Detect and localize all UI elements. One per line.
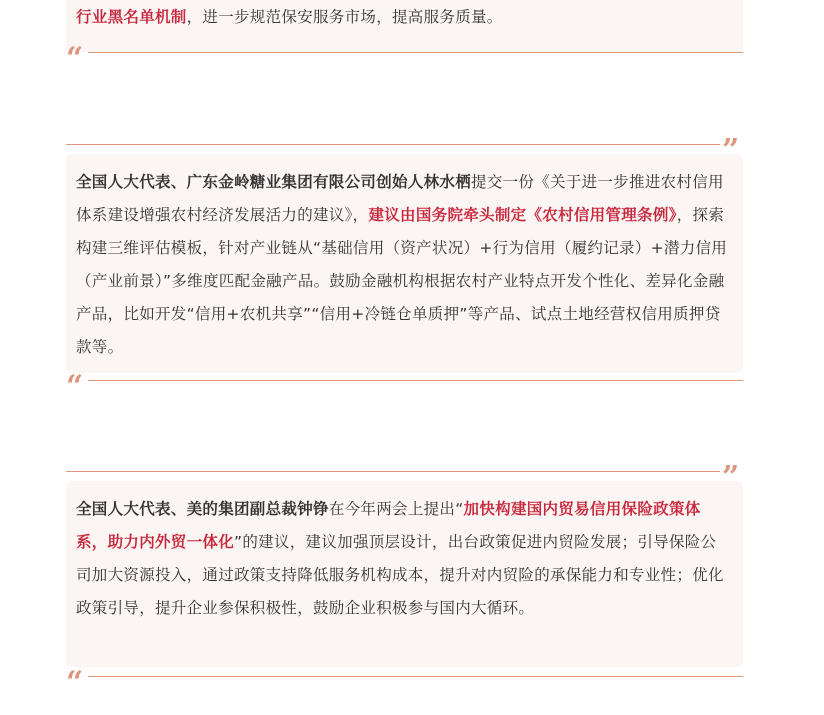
- quote-open-icon: “: [66, 372, 84, 390]
- content-card-1: [66, 0, 743, 52]
- quote-close-icon: ”: [722, 463, 740, 481]
- body-text: ，进一步规范保安服务市场，提高服务质量。: [186, 8, 503, 26]
- divider-line: [66, 471, 720, 472]
- card-3-text: [66, 481, 743, 639]
- body-text: ，探索构建三维评估模板，针对产业链从“基础信用（资产状况）+行为信用（履约记录）+潜力信用（产业前景）”多维度匹配金融产品。鼓励金融机构根据农村产业特点开发个性化、差异化金融产品，比如开发“信用+农机共享”“信用+冷链仓单质押”等产品、试点土地经营权信用质押贷款等。: [76, 206, 728, 356]
- card-2-text: [66, 154, 743, 378]
- highlight-text: 加快构建国内贸易信用保险政策体系，助力内外贸一体化: [76, 500, 701, 551]
- body-text: ”的建议，建议加强顶层设计，出台政策促进内贸险发展；引导保险公司加大资源投入，通过政策支持降低服务机构成本，提升对内贸险的承保能力和专业性；优化政策引导，提升企业参保积极性，鼓励企业积极参与国内大循环。: [76, 533, 724, 617]
- content-card-3: [66, 481, 743, 667]
- content-card-2: [66, 154, 743, 373]
- card-1-text: [66, 0, 743, 48]
- highlight-text: 行业黑名单机制: [76, 8, 187, 26]
- divider-line: [88, 676, 743, 677]
- quote-close-icon: ”: [722, 136, 740, 154]
- divider-line: [88, 380, 743, 381]
- speaker-name: 全国人大代表、广东金岭糖业集团有限公司创始人林水栖: [76, 173, 472, 191]
- divider-line: [66, 144, 720, 145]
- quote-open-icon: “: [66, 44, 84, 62]
- body-text: 在今年两会上提出“: [328, 500, 464, 518]
- body-text: 提交一份《关于进一步推进农村信用体系建设增强农村经济发展活力的建议》，: [76, 173, 724, 224]
- highlight-text: 建议由国务院牵头制定《农村信用管理条例》: [368, 206, 677, 224]
- quote-open-icon: “: [66, 668, 84, 686]
- divider-line: [88, 52, 743, 53]
- speaker-name: 全国人大代表、美的集团副总裁钟铮: [76, 500, 329, 518]
